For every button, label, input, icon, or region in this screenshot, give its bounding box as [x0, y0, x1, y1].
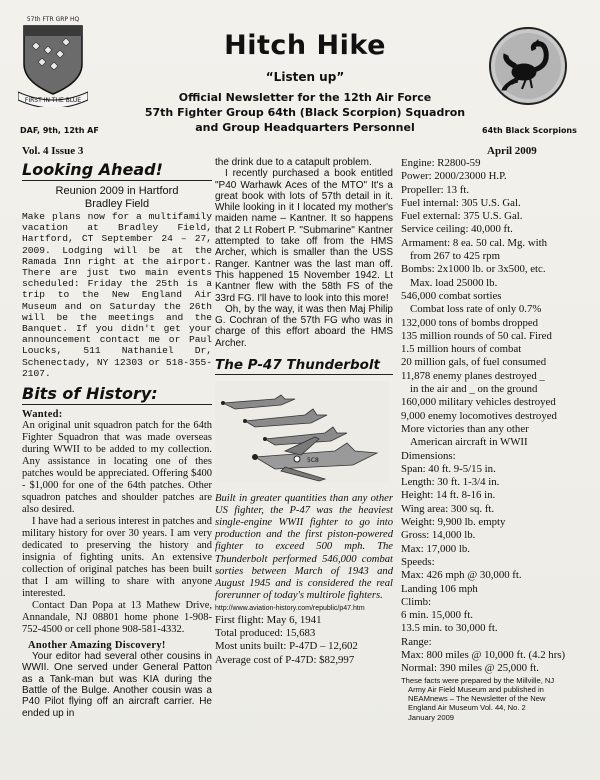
official-line: 57th Fighter Group 64th (Black Scorpion) Squadron [144, 106, 466, 119]
issue-date: April 2009 [487, 145, 537, 157]
reunion-heading-line: Reunion 2009 in Hartford [55, 185, 179, 197]
spec-line: 135 million rounds of 50 cal. Fired [401, 329, 552, 342]
source-note-line: Army Air Field Museum and published in [408, 684, 544, 694]
spec-line: Range: [401, 635, 432, 648]
fact-line: Total produced: 15,683 [215, 627, 316, 640]
spec-line: Climb: [401, 595, 431, 608]
wanted-paragraph: I have had a serious interest in patches and military history for over 30 years. I am very dedicated to preserving the history and insignia of fighting units. An extensive collection of original patches has been built that I am willing to share with anyone interested. [22, 516, 212, 600]
source-note-line: England Air Museum Vol. 44, No. 2 [408, 703, 526, 713]
spec-line: Dimensions: [401, 449, 456, 462]
spec-line: Engine: R2800-59 [401, 157, 481, 169]
spec-line: Max: 17,000 lb. [401, 542, 470, 555]
wanted-label: Wanted: [22, 409, 63, 421]
wanted-paragraph: An original unit squadron patch for the 64th Fighter Squadron that was made overseas during WWII to be added to my collection. Any assistance in locating one of thes patches would be appreciated. Offering $400 - $1,000 for one of the 64th patches. Other squadron patches and shoulder patches are also desired. [22, 420, 212, 516]
spec-line: Max. load 25000 lb. [410, 276, 498, 289]
story-paragraph: the drink due to a catapult problem. [215, 157, 372, 168]
spec-line: Combat loss rate of only 0.7% [410, 303, 542, 316]
black-scorpion-patch-icon [488, 26, 568, 106]
left-caption: DAF, 9th, 12th AF [20, 126, 99, 135]
spec-line: 132,000 tons of bombs dropped [401, 316, 539, 329]
spec-line: 546,000 combat sorties [401, 289, 502, 302]
spec-line: 9,000 enemy locomotives destroyed [401, 409, 557, 422]
reunion-text: Make plans now for a multifamily vacation at Bradley Field, Hartford, CT September 24 – 27, 2009. Lodging will be at the Ramada Inn right at the airport. There are just two main events scheduled: Friday the 25th is a trip to the New England Air Museum and on Saturday the 26th will be the meetings and the Banquet. If you didn't get your announcement contact me or Paul Loucks, 511 Nathaniel Dr, Schenectady, NY 12303 or 518-355-2107. [22, 211, 212, 379]
spec-line: Power: 2000/23000 H.P. [401, 170, 507, 183]
looking-ahead-heading: Looking Ahead! [22, 160, 212, 181]
spec-line: Fuel external: 375 U.S. Gal. [401, 210, 523, 223]
discovery-text: Your editor had several other cousins in WWII. One served under General Patton as a Tank-man but was KIA during the Battle of the Bulge. Another cousin was a P40 Pilot flying off an aircraft carrier. He ended up in [22, 651, 212, 719]
newsletter-subtitle: “Listen up” [265, 70, 345, 84]
spec-line: 1.5 million hours of combat [401, 343, 522, 356]
spec-line: 13.5 min. to 30,000 ft. [401, 622, 498, 635]
plane-marking: 5C8 [307, 457, 319, 465]
patch-ribbon-label: FIRST IN THE BLUE [24, 97, 82, 104]
right-caption: 64th Black Scorpions [482, 126, 577, 135]
fact-line: First flight: May 6, 1941 [215, 613, 322, 626]
column-right [401, 157, 583, 722]
discovery-label: Another Amazing Discovery! [28, 640, 166, 652]
column-middle [215, 157, 393, 667]
spec-line: Length: 30 ft. 1-3/4 in. [401, 476, 500, 489]
spec-line: Height: 14 ft. 8-16 in. [401, 489, 496, 502]
spec-line: Speeds: [401, 555, 435, 568]
spec-line: American aircraft in WWII [410, 436, 528, 449]
p47-heading: The P-47 Thunderbolt [215, 357, 393, 375]
57th-fighter-group-patch-icon [18, 12, 88, 107]
story-paragraph: I recently purchased a book entitled "P40 Warhawk Aces of the MTO" It's a great book with lots of 57th detail in it. While looking in it I located my mother's maiden name – Kantner. It so happens that 2 Lt Robert P. "Submarine" Kantner attempted to take off from the HMS Archer, which is smaller than the USS Ranger. Kantner was the last man off. This happened 15 November 1942. Lt Kantner flew with the 58th FS of the 33rd FG. I'll have to look into this more! [215, 168, 393, 304]
source-note-line: January 2009 [408, 712, 455, 722]
spec-line: from 267 to 425 rpm [410, 250, 500, 263]
official-line: and Group Headquarters Personnel [195, 121, 415, 134]
spec-line: in the air and _ on the ground [410, 383, 538, 396]
official-line: Official Newsletter for the 12th Air Force [178, 91, 432, 104]
story-paragraph: Oh, by the way, it was then Maj Philip G. Cochran of the 57th FG who was in charge of this effort aboard the HMS Archer. [215, 303, 393, 349]
fact-line: Average cost of P-47D: $82,997 [215, 653, 355, 666]
spec-line: Max: 426 mph @ 30,000 ft. [401, 569, 522, 582]
p47-aircraft-image [215, 381, 390, 483]
spec-line: Propeller: 13 ft. [401, 183, 470, 196]
source-note-line: NEAMnews – The Newsletter of the New [408, 694, 546, 704]
spec-line: Bombs: 2x1000 lb. or 3x500, etc. [401, 263, 546, 276]
p47-specifications [401, 157, 583, 676]
spec-line: 160,000 military vehicles destroyed [401, 396, 556, 409]
spec-line: 11,878 enemy planes destroyed _ [401, 369, 545, 382]
spec-line: Service ceiling: 40,000 ft. [401, 223, 513, 236]
spec-line: More victories than any other [401, 422, 529, 435]
source-note-line: These facts were prepared by the Millville, NJ [401, 675, 555, 685]
column-left [22, 160, 212, 719]
patch-top-label: 57th FTR GRP HQ [26, 16, 80, 23]
spec-line: 20 million gals, of fuel consumed [401, 356, 547, 369]
spec-line: Max: 800 miles @ 10,000 ft. (4.2 hrs) [401, 648, 566, 661]
bits-of-history-heading: Bits of History: [22, 384, 212, 405]
spec-line: Weight: 9,900 lb. empty [401, 516, 506, 529]
p47-caption: Built in greater quantities than any other US fighter, the P-47 was the heaviest single-engine WWII fighter to go into production and the first piston-powered fighter to exceed 500 mph. The Thunderbolt performed 546,000 combat sorties between March of 1943 and August 1945 and is considered the real forerunner of today's multirole fighters. [215, 493, 393, 601]
spec-line: 6 min. 15,000 ft. [401, 609, 473, 622]
official-banner [110, 90, 500, 135]
fact-line: Most units built: P-47D – 12,602 [215, 640, 358, 653]
spec-line: Span: 40 ft. 9-5/15 in. [401, 462, 496, 475]
spec-line: Fuel internal: 305 U.S. Gal. [401, 196, 521, 209]
spec-line: Landing 106 mph [401, 582, 478, 595]
spec-line: Armament: 8 ea. 50 cal. Mg. with [401, 236, 548, 249]
spec-line: Normal: 390 miles @ 25,000 ft. [401, 662, 539, 675]
reunion-heading-line: Bradley Field [84, 198, 150, 210]
spec-line: Gross: 14,000 lb. [401, 529, 476, 542]
source-url: http://www.aviation-history.com/republic/p47.htm [215, 604, 365, 612]
facts-source-note [401, 676, 583, 722]
spec-line: Wing area: 300 sq. ft. [401, 502, 495, 515]
newsletter-title: Hitch Hike [224, 30, 386, 61]
wanted-paragraph: Contact Dan Popa at 13 Mathew Drive, Annandale, NJ 08801 home phone 1-908-752-4500 or cell phone 908-581-4332. [22, 600, 212, 636]
volume-issue: Vol. 4 Issue 3 [22, 145, 84, 157]
